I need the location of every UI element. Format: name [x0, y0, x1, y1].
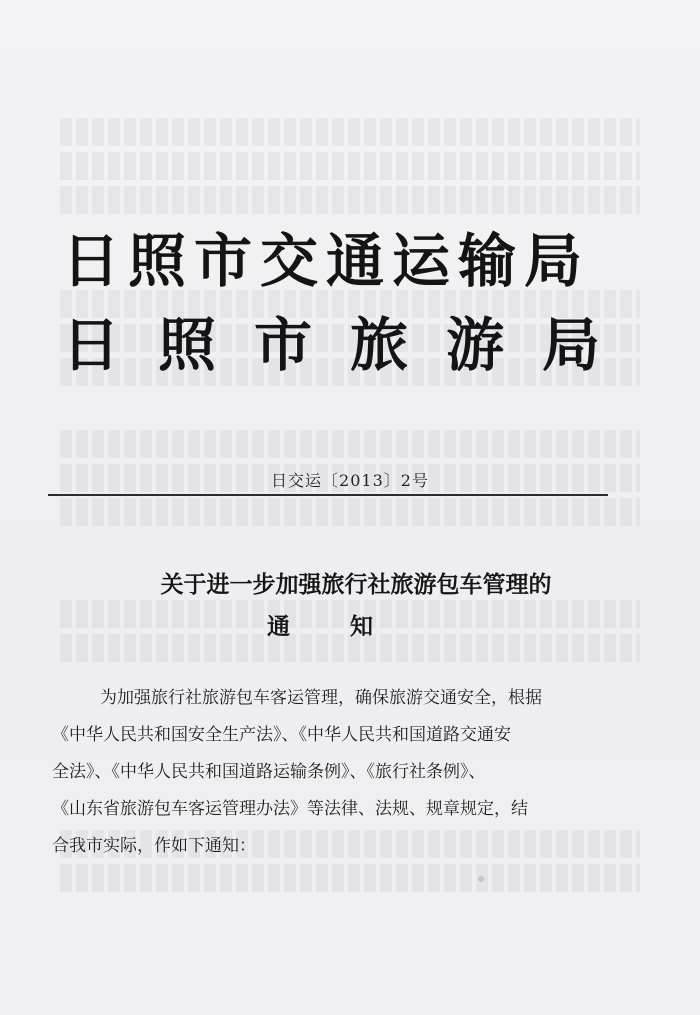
header-divider [48, 494, 608, 496]
issuing-org-transport: 日照市交通运输局 [62, 227, 591, 295]
issuing-org-tourism: 日照市旅游局 [62, 311, 639, 379]
body-line: 《山东省旅游包车客运管理办法》等法律、法规、规章规定，结 [52, 799, 528, 819]
ink-speck [478, 876, 484, 882]
bleed-through-text [60, 118, 640, 220]
body-line: 《中华人民共和国安全生产法》、《中华人民共和国道路交通安 [52, 725, 511, 745]
body-line: 合我市实际，作如下通知： [52, 836, 256, 856]
notice-title-suffix: 通知 [267, 614, 433, 640]
body-line: 为加强旅行社旅游包车客运管理，确保旅游交通安全，根据 [100, 688, 542, 708]
document-number: 日交运〔2013〕2号 [271, 471, 429, 490]
notice-title: 关于进一步加强旅行社旅游包车管理的 [160, 572, 552, 598]
notice-body [52, 680, 620, 865]
body-line: 全法》、《中华人民共和国道路运输条例》、《旅行社条例》、 [52, 762, 486, 782]
